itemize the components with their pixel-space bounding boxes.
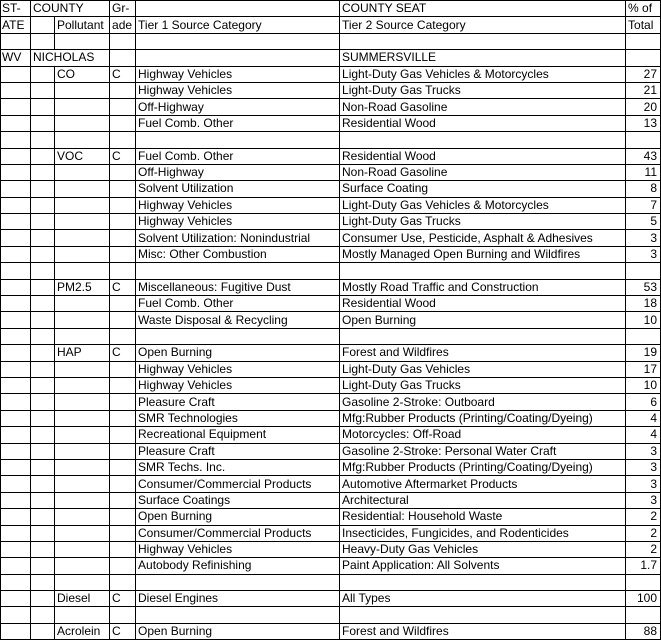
table-row: [1, 214, 661, 230]
percent-value: 4: [626, 410, 661, 426]
header-tier1: Tier 1 Source Category: [136, 17, 340, 33]
tier1-source: Open Burning: [136, 509, 340, 525]
percent-value: 8: [626, 181, 661, 197]
pollutant-name: PM2.5: [55, 279, 110, 295]
tier2-source: Motorcycles: Off-Road: [340, 427, 626, 443]
tier1-source: Miscellaneous: Fugitive Dust: [136, 279, 340, 295]
tier2-source: Mostly Managed Open Burning and Wildfires: [340, 246, 626, 262]
tier1-source: SMR Technologies: [136, 410, 340, 426]
tier2-source: All Types: [340, 591, 626, 607]
grade-value: C: [110, 623, 136, 639]
header-percent: % of: [626, 1, 661, 17]
percent-value: 13: [626, 115, 661, 131]
tier1-source: Solvent Utilization: Nonindustrial: [136, 230, 340, 246]
percent-value: 3: [626, 492, 661, 508]
tier2-source: Automotive Aftermarket Products: [340, 476, 626, 492]
tier1-source: Recreational Equipment: [136, 427, 340, 443]
percent-value: 3: [626, 459, 661, 475]
percent-value: 2: [626, 541, 661, 557]
tier1-source: Off-Highway: [136, 164, 340, 180]
percent-value: 10: [626, 377, 661, 393]
percent-value: 19: [626, 345, 661, 361]
percent-value: 3: [626, 443, 661, 459]
pollutant-name: Diesel: [55, 591, 110, 607]
percent-value: 3: [626, 230, 661, 246]
spacer-row: [1, 607, 661, 623]
table-row: [1, 394, 661, 410]
tier2-source: Residential Wood: [340, 296, 626, 312]
header-state-cont: ATE: [1, 17, 31, 33]
header-pollutant: Pollutant: [55, 17, 110, 33]
tier1-source: Diesel Engines: [136, 591, 340, 607]
tier1-source: Consumer/Commercial Products: [136, 476, 340, 492]
header-row-2: [1, 17, 661, 33]
table-row: [1, 361, 661, 377]
header-county: COUNTY: [31, 1, 110, 17]
tier1-source: Highway Vehicles: [136, 197, 340, 213]
county-seat: SUMMERSVILLE: [340, 50, 626, 66]
table-row: [1, 246, 661, 262]
percent-value: 18: [626, 296, 661, 312]
tier2-source: Mostly Road Traffic and Construction: [340, 279, 626, 295]
pollutant-name: VOC: [55, 148, 110, 164]
percent-value: 6: [626, 394, 661, 410]
pollutant-name: Acrolein: [55, 623, 110, 639]
header-grade-cont: ade: [110, 17, 136, 33]
table-row: [1, 541, 661, 557]
tier1-source: Pleasure Craft: [136, 443, 340, 459]
table-row: [1, 558, 661, 574]
tier2-source: Light-Duty Gas Trucks: [340, 82, 626, 98]
tier2-source: Mfg:Rubber Products (Printing/Coating/Dyeing): [340, 410, 626, 426]
percent-value: 2: [626, 509, 661, 525]
table-row: [1, 410, 661, 426]
tier1-source: Fuel Comb. Other: [136, 115, 340, 131]
percent-value: 7: [626, 197, 661, 213]
tier1-source: Highway Vehicles: [136, 541, 340, 557]
spacer-row: [1, 132, 661, 148]
tier2-source: Residential Wood: [340, 115, 626, 131]
table-row: [1, 427, 661, 443]
table-row: [1, 164, 661, 180]
grade-value: C: [110, 148, 136, 164]
location-row: [1, 50, 661, 66]
tier2-source: Forest and Wildfires: [340, 623, 626, 639]
table-row: [1, 279, 661, 295]
tier1-source: Fuel Comb. Other: [136, 148, 340, 164]
state-code: WV: [1, 50, 31, 66]
table-row: [1, 492, 661, 508]
percent-value: 21: [626, 82, 661, 98]
tier1-source: Highway Vehicles: [136, 82, 340, 98]
tier2-source: Non-Road Gasoline: [340, 164, 626, 180]
table-row: [1, 115, 661, 131]
tier2-source: Light-Duty Gas Vehicles & Motorcycles: [340, 66, 626, 82]
percent-value: 10: [626, 312, 661, 328]
grade-value: C: [110, 591, 136, 607]
tier1-source: Open Burning: [136, 345, 340, 361]
table-row: [1, 345, 661, 361]
header-blank: [136, 1, 340, 17]
grade-value: C: [110, 345, 136, 361]
table-row: [1, 197, 661, 213]
table-row: [1, 377, 661, 393]
table-row: [1, 623, 661, 639]
header-county-seat: COUNTY SEAT: [340, 1, 626, 17]
table-row: [1, 99, 661, 115]
percent-value: 20: [626, 99, 661, 115]
tier2-source: Light-Duty Gas Trucks: [340, 377, 626, 393]
table-row: [1, 82, 661, 98]
tier1-source: Autobody Refinishing: [136, 558, 340, 574]
tier2-source: Paint Application: All Solvents: [340, 558, 626, 574]
header-total: Total: [626, 17, 661, 33]
percent-value: 100: [626, 591, 661, 607]
tier1-source: SMR Techs. Inc.: [136, 459, 340, 475]
table-row: [1, 148, 661, 164]
tier1-source: Misc: Other Combustion: [136, 246, 340, 262]
table-row: [1, 459, 661, 475]
percent-value: 17: [626, 361, 661, 377]
tier1-source: Solvent Utilization: [136, 181, 340, 197]
tier2-source: Light-Duty Gas Vehicles & Motorcycles: [340, 197, 626, 213]
spacer-row: [1, 328, 661, 344]
tier1-source: Fuel Comb. Other: [136, 296, 340, 312]
percent-value: 4: [626, 427, 661, 443]
header-empty: [31, 17, 55, 33]
tier2-source: Consumer Use, Pesticide, Asphalt & Adhesives: [340, 230, 626, 246]
table-row: [1, 230, 661, 246]
spacer-row: [1, 33, 661, 49]
percent-value: 27: [626, 66, 661, 82]
table-row: [1, 591, 661, 607]
tier1-source: Highway Vehicles: [136, 377, 340, 393]
percent-value: 88: [626, 623, 661, 639]
tier2-source: Gasoline 2-Stroke: Personal Water Craft: [340, 443, 626, 459]
table-row: [1, 296, 661, 312]
percent-value: 11: [626, 164, 661, 180]
percent-value: 2: [626, 525, 661, 541]
tier1-source: Highway Vehicles: [136, 361, 340, 377]
table-row: [1, 181, 661, 197]
table-row: [1, 509, 661, 525]
percent-value: 3: [626, 246, 661, 262]
grade-value: C: [110, 279, 136, 295]
header-tier2: Tier 2 Source Category: [340, 17, 626, 33]
header-row-1: [1, 1, 661, 17]
spacer-row: [1, 263, 661, 279]
pollutant-name: CO: [55, 66, 110, 82]
tier2-source: Light-Duty Gas Trucks: [340, 214, 626, 230]
tier1-source: Waste Disposal & Recycling: [136, 312, 340, 328]
tier2-source: Residential: Household Waste: [340, 509, 626, 525]
percent-value: 1.7: [626, 558, 661, 574]
spacer-row: [1, 574, 661, 590]
tier1-source: Surface Coatings: [136, 492, 340, 508]
header-state: ST-: [1, 1, 31, 17]
grade-value: C: [110, 66, 136, 82]
tier2-source: Open Burning: [340, 312, 626, 328]
percent-value: 53: [626, 279, 661, 295]
tier1-source: Highway Vehicles: [136, 66, 340, 82]
tier2-source: Insecticides, Fungicides, and Rodenticides: [340, 525, 626, 541]
tier2-source: Residential Wood: [340, 148, 626, 164]
table-row: [1, 443, 661, 459]
tier1-source: Consumer/Commercial Products: [136, 525, 340, 541]
tier2-source: Heavy-Duty Gas Vehicles: [340, 541, 626, 557]
tier1-source: Off-Highway: [136, 99, 340, 115]
table-row: [1, 525, 661, 541]
county-name: NICHOLAS: [31, 50, 110, 66]
table-row: [1, 312, 661, 328]
tier2-source: Mfg:Rubber Products (Printing/Coating/Dyeing): [340, 459, 626, 475]
tier2-source: Gasoline 2-Stroke: Outboard: [340, 394, 626, 410]
tier2-source: Architectural: [340, 492, 626, 508]
tier2-source: Forest and Wildfires: [340, 345, 626, 361]
tier2-source: Light-Duty Gas Vehicles: [340, 361, 626, 377]
tier1-source: Open Burning: [136, 623, 340, 639]
percent-value: 43: [626, 148, 661, 164]
tier1-source: Pleasure Craft: [136, 394, 340, 410]
tier2-source: Surface Coating: [340, 181, 626, 197]
percent-value: 3: [626, 476, 661, 492]
table-row: [1, 66, 661, 82]
pollutant-name: HAP: [55, 345, 110, 361]
table-row: [1, 476, 661, 492]
percent-value: 5: [626, 214, 661, 230]
tier1-source: Highway Vehicles: [136, 214, 340, 230]
header-grade: Gr-: [110, 1, 136, 17]
tier2-source: Non-Road Gasoline: [340, 99, 626, 115]
